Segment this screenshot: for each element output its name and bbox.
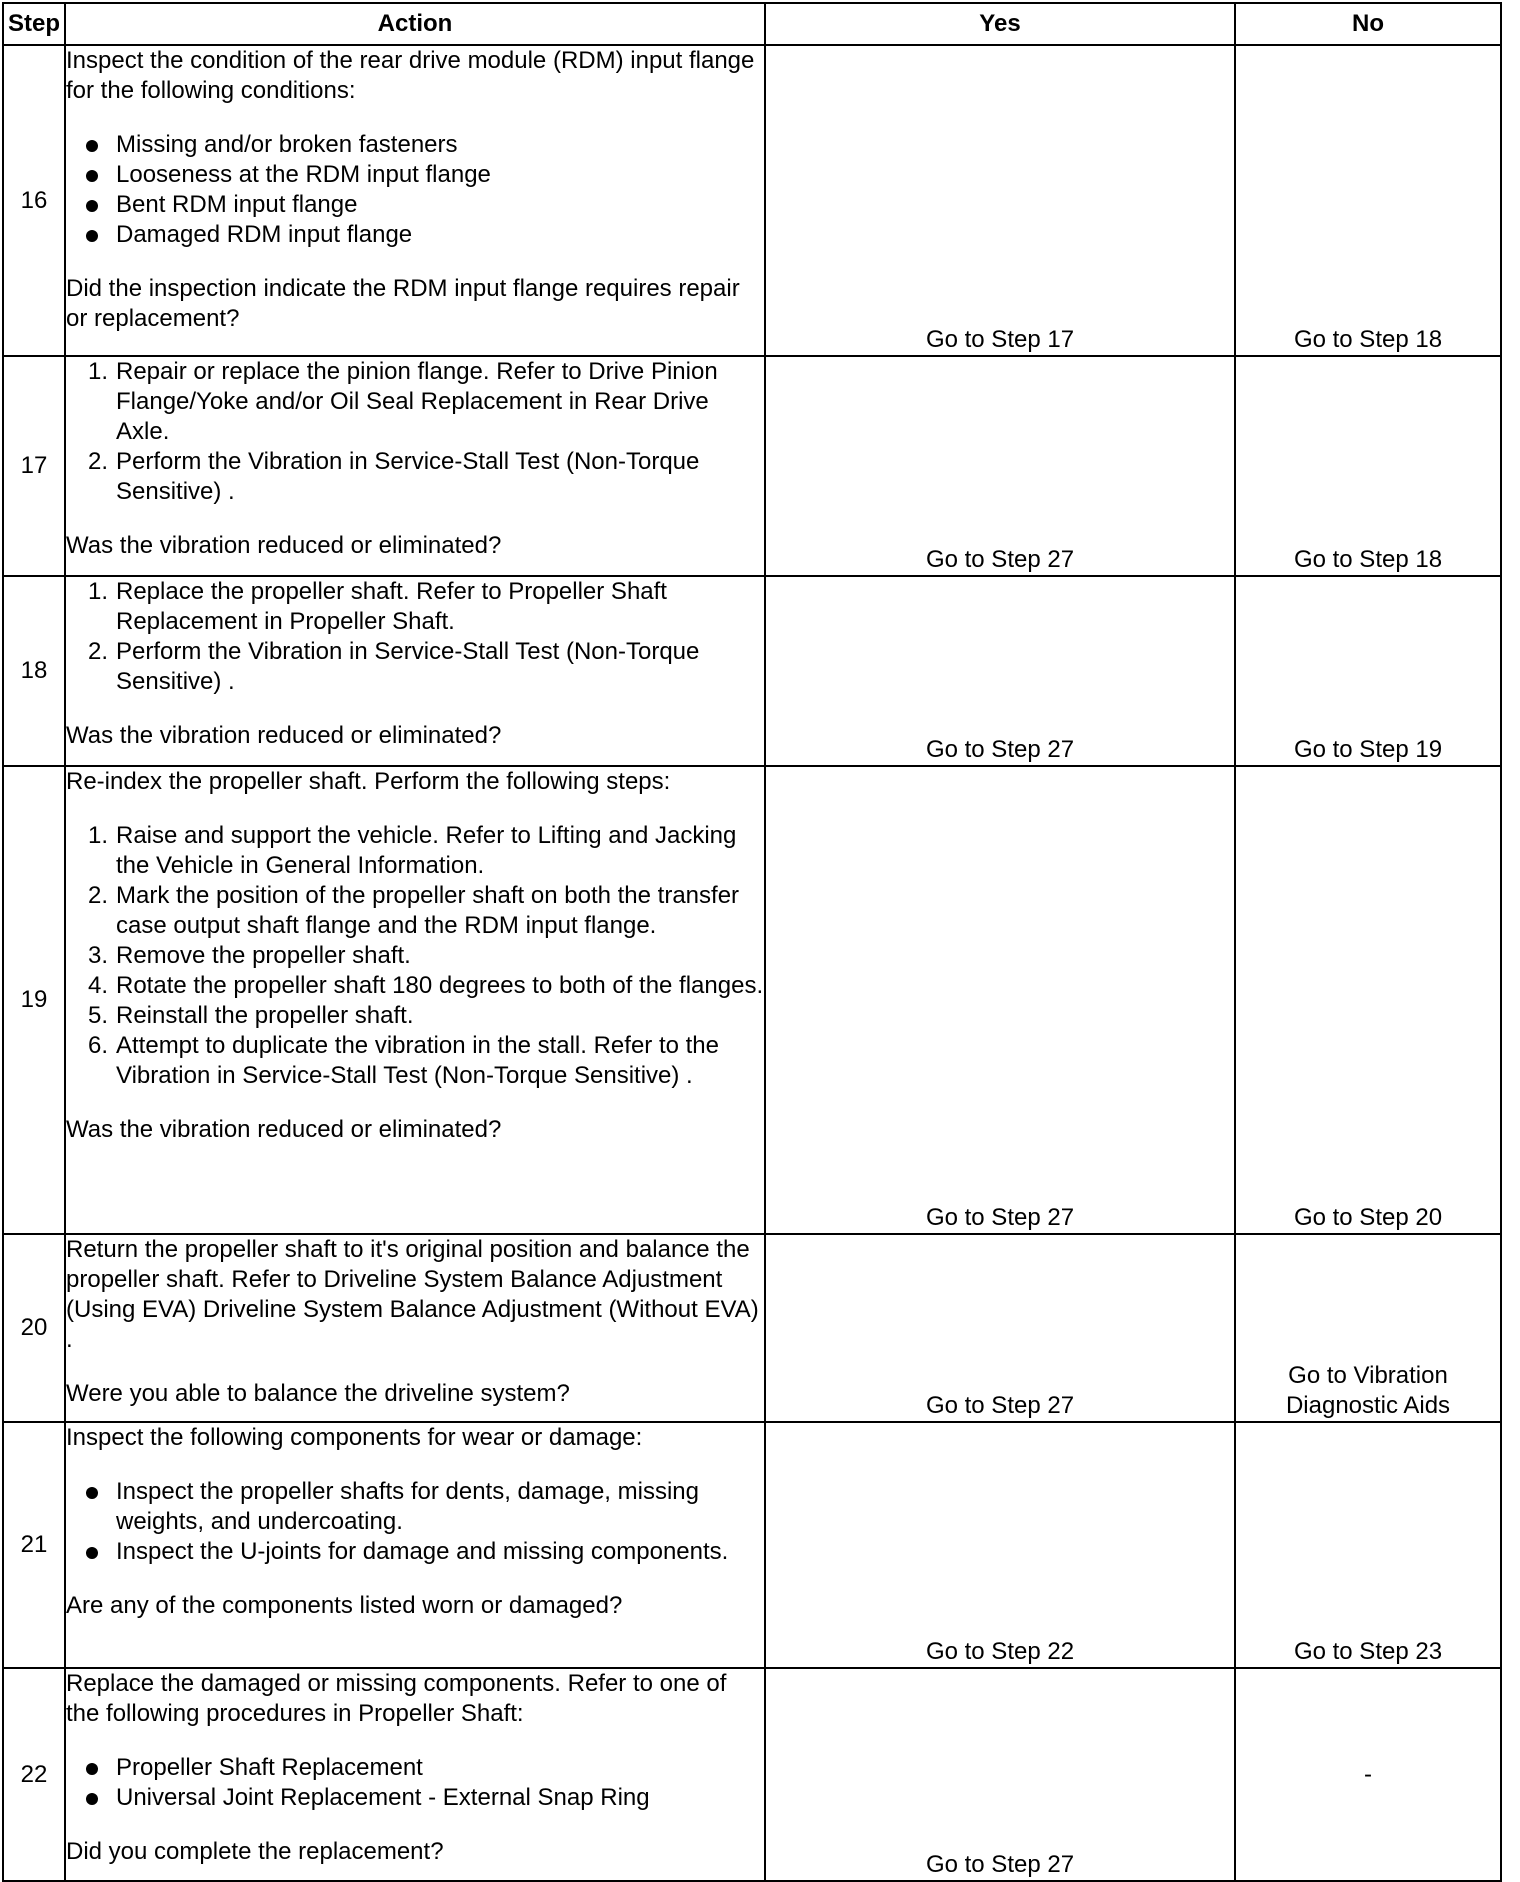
step-number: 16	[3, 45, 65, 356]
bullet-icon	[86, 1547, 98, 1559]
table-row	[3, 1422, 1501, 1668]
action-question: Was the vibration reduced or eliminated?	[66, 1116, 502, 1143]
no-cell: Go to Step 20	[1235, 766, 1501, 1234]
list-item	[66, 881, 764, 941]
list-number: 5.	[87, 1002, 108, 1029]
list-item-text: Inspect the propeller shafts for dents, damage, missing weights, and undercoating.	[116, 1478, 699, 1535]
list-item	[66, 1753, 764, 1783]
table-row	[3, 45, 1501, 356]
action-question: Did the inspection indicate the RDM input flange requires repair or replacement?	[66, 275, 740, 332]
list-number: 2.	[87, 638, 108, 665]
step-number: 18	[3, 576, 65, 766]
list-item-text: Universal Joint Replacement - External Snap Ring	[116, 1784, 650, 1811]
list-item	[66, 130, 764, 160]
bullet-icon	[86, 230, 98, 242]
action-cell	[65, 576, 765, 766]
no-cell: -	[1235, 1668, 1501, 1881]
yes-cell: Go to Step 17	[765, 45, 1235, 356]
action-question: Did you complete the replacement?	[66, 1838, 444, 1865]
yes-cell: Go to Step 27	[765, 356, 1235, 576]
list-item-text: Looseness at the RDM input flange	[116, 161, 491, 188]
yes-cell: Go to Step 27	[765, 1668, 1235, 1881]
bullet-list	[66, 1753, 764, 1813]
list-item-text: Raise and support the vehicle. Refer to Lifting and Jacking the Vehicle in General Information.	[116, 822, 737, 879]
list-item	[66, 577, 764, 637]
no-cell	[1235, 1234, 1501, 1422]
action-question: Are any of the components listed worn or damaged?	[66, 1592, 623, 1619]
list-number: 1.	[87, 822, 108, 849]
list-item	[66, 447, 764, 507]
list-item-text: Inspect the U-joints for damage and missing components.	[116, 1538, 729, 1565]
list-number: 6.	[87, 1032, 108, 1059]
yes-cell: Go to Step 27	[765, 1234, 1235, 1422]
list-item-text: Propeller Shaft Replacement	[116, 1754, 423, 1781]
list-item	[66, 1783, 764, 1813]
step-number: 19	[3, 766, 65, 1234]
action-cell	[65, 1422, 765, 1668]
list-item-text: Mark the position of the propeller shaft on both the transfer case output shaft flange and the RDM input flange.	[116, 882, 740, 939]
action-question: Was the vibration reduced or eliminated?	[66, 722, 502, 749]
bullet-icon	[86, 140, 98, 152]
list-item	[66, 220, 764, 250]
action-cell	[65, 45, 765, 356]
header-action: Action	[65, 3, 765, 45]
action-cell	[65, 766, 765, 1234]
action-cell	[65, 1668, 765, 1881]
step-number: 20	[3, 1234, 65, 1422]
list-item	[66, 190, 764, 220]
bullet-icon	[86, 1487, 98, 1499]
yes-cell: Go to Step 22	[765, 1422, 1235, 1668]
list-number: 2.	[87, 448, 108, 475]
list-item-text: Replace the propeller shaft. Refer to Propeller Shaft Replacement in Propeller Shaft.	[116, 578, 667, 635]
action-intro: Inspect the following components for wear or damage:	[66, 1424, 643, 1451]
action-intro: Replace the damaged or missing components. Refer to one of the following procedures in Propeller Shaft:	[66, 1670, 727, 1727]
numbered-list	[66, 577, 764, 697]
list-item	[66, 971, 764, 1001]
no-cell: Go to Step 18	[1235, 356, 1501, 576]
action-question: Was the vibration reduced or eliminated?	[66, 532, 502, 559]
action-cell	[65, 356, 765, 576]
table-row	[3, 1668, 1501, 1881]
list-item-text: Reinstall the propeller shaft.	[116, 1002, 414, 1029]
list-item	[66, 1477, 764, 1537]
action-intro: Inspect the condition of the rear drive module (RDM) input flange for the following conditions:	[66, 47, 755, 104]
list-item	[66, 160, 764, 190]
bullet-list	[66, 130, 764, 250]
list-item-text: Perform the Vibration in Service-Stall Test (Non-Torque Sensitive) .	[116, 638, 700, 695]
no-cell-text: Go to Vibration Diagnostic Aids	[1285, 1362, 1451, 1419]
numbered-list	[66, 357, 764, 507]
header-step: Step	[3, 3, 65, 45]
yes-cell: Go to Step 27	[765, 576, 1235, 766]
table-row	[3, 766, 1501, 1234]
list-item-text: Perform the Vibration in Service-Stall Test (Non-Torque Sensitive) .	[116, 448, 700, 505]
list-number: 2.	[87, 882, 108, 909]
header-yes: Yes	[765, 3, 1235, 45]
list-item	[66, 637, 764, 697]
table-row	[3, 576, 1501, 766]
table-row	[3, 356, 1501, 576]
header-row	[3, 3, 1501, 45]
list-item-text: Repair or replace the pinion flange. Refer to Drive Pinion Flange/Yoke and/or Oil Seal Replacement in Rear Drive Axle.	[116, 358, 718, 445]
list-number: 1.	[87, 358, 108, 385]
yes-cell: Go to Step 27	[765, 766, 1235, 1234]
list-item	[66, 821, 764, 881]
bullet-icon	[86, 170, 98, 182]
bullet-icon	[86, 200, 98, 212]
list-item-text: Attempt to duplicate the vibration in the stall. Refer to the Vibration in Service-Stall Test (Non-Torque Sensitive) .	[116, 1032, 719, 1089]
list-number: 3.	[87, 942, 108, 969]
action-intro: Re-index the propeller shaft. Perform the following steps:	[66, 768, 671, 795]
list-number: 4.	[87, 972, 108, 999]
bullet-list	[66, 1477, 764, 1567]
table-row	[3, 1234, 1501, 1422]
list-item	[66, 941, 764, 971]
no-cell: Go to Step 19	[1235, 576, 1501, 766]
numbered-list	[66, 821, 764, 1091]
step-number: 17	[3, 356, 65, 576]
list-item-text: Bent RDM input flange	[116, 191, 358, 218]
list-item-text: Remove the propeller shaft.	[116, 942, 411, 969]
header-no: No	[1235, 3, 1501, 45]
list-item	[66, 1031, 764, 1091]
diagnostic-table-container	[2, 2, 1500, 1878]
no-cell: Go to Step 18	[1235, 45, 1501, 356]
bullet-icon	[86, 1763, 98, 1775]
bullet-icon	[86, 1793, 98, 1805]
list-item	[66, 357, 764, 447]
action-intro: Return the propeller shaft to it's original position and balance the propeller shaft. Refer to Driveline System Balance Adjustment (Using EVA) Driveline System Balance Adjustment (Without EVA) .	[66, 1236, 759, 1353]
diagnostic-table	[2, 2, 1502, 1882]
list-item-text: Rotate the propeller shaft 180 degrees to both of the flanges.	[116, 972, 764, 999]
action-cell	[65, 1234, 765, 1422]
list-number: 1.	[87, 578, 108, 605]
step-number: 22	[3, 1668, 65, 1881]
action-question: Were you able to balance the driveline system?	[66, 1380, 570, 1407]
step-number: 21	[3, 1422, 65, 1668]
list-item-text: Missing and/or broken fasteners	[116, 131, 458, 158]
list-item-text: Damaged RDM input flange	[116, 221, 413, 248]
list-item	[66, 1001, 764, 1031]
list-item	[66, 1537, 764, 1567]
no-cell: Go to Step 23	[1235, 1422, 1501, 1668]
